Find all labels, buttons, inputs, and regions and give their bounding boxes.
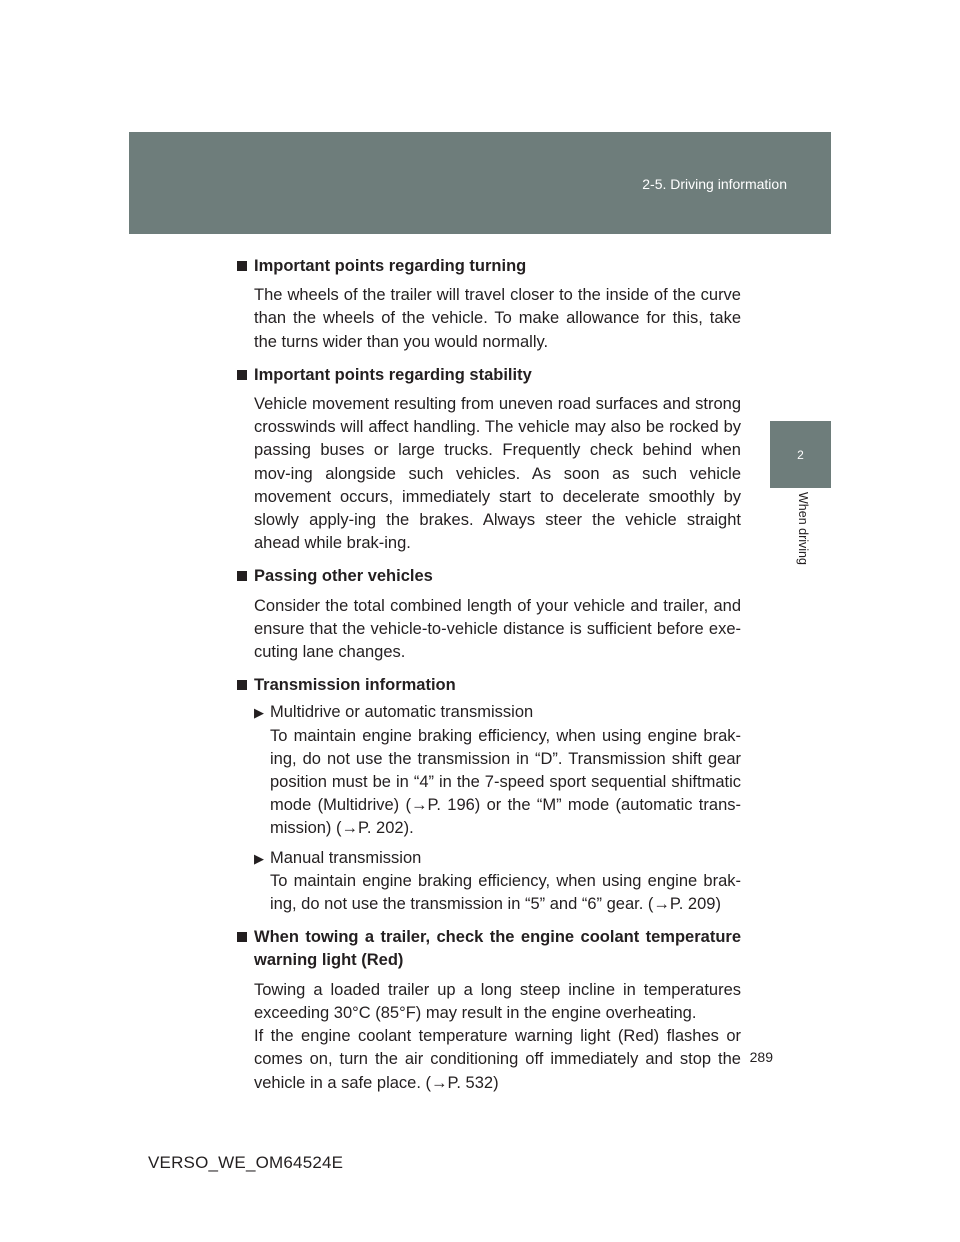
sub-item-text: To maintain engine braking efficiency, when using engine brak-ing, do not use the transmission in “D”. Transmission shift gear position must be in “4” in the 7-speed sport sequential shiftmatic mode (Multidrive) (→P. 196) or the “M” mode (automatic trans-mission) (→P. 202). [270, 726, 741, 838]
list-item [237, 674, 741, 916]
item-title: Important points regarding turning [254, 257, 527, 275]
list-item [237, 255, 741, 354]
chapter-label: When driving [796, 492, 810, 565]
square-bullet-icon [237, 261, 247, 271]
header-band [129, 132, 831, 234]
item-text: Consider the total combined length of your vehicle and trailer, and ensure that the vehicle-to-vehicle distance is sufficient before exe-cuting lane changes. [254, 596, 741, 662]
item-title: Transmission information [254, 676, 456, 695]
square-bullet-icon [237, 370, 247, 380]
square-bullet-icon [237, 932, 247, 942]
item-text: If the engine coolant temperature warning light (Red) flashes or comes on, turn the air conditioning off immediately and stop the vehicle in a safe place. (→P. 532) [254, 1027, 741, 1092]
sub-item-heading: Manual transmission [270, 848, 422, 867]
content [237, 255, 741, 1105]
item-title: Passing other vehicles [254, 567, 433, 586]
item-text: The wheels of the trailer will travel closer to the inside of the curve than the wheels of the vehicle. To make allowance for this, take the turns wider than you would normally. [254, 286, 741, 351]
sub-item-heading: Multidrive or automatic transmission [270, 703, 534, 722]
item-title: Important points regarding stability [254, 365, 532, 384]
page-number: 289 [749, 1049, 773, 1065]
item-text: Vehicle movement resulting from uneven road surfaces and strong crosswinds will affect handling. The vehicle may also be rocked by passing buses or large trucks. Frequently check behind when mov-ing alongside such vehicles. As soon as such vehicle movement occurs, immediately start to decelerate smoothly by slowly apply-ing the brakes. Always steer the vehicle straight ahead while brak-ing. [254, 395, 741, 553]
triangle-bullet-icon: ▶ [254, 705, 264, 721]
list-item [237, 926, 741, 1094]
chapter-tab [770, 421, 831, 488]
item-title: When towing a trailer, check the engine coolant temperature warning light (Red) [254, 928, 741, 970]
document-code: VERSO_WE_OM64524E [148, 1153, 344, 1172]
sub-item-text: To maintain engine braking efficiency, when using engine brak-ing, do not use the transmission in “5” and “6” gear. (→P. 209) [270, 871, 741, 914]
triangle-bullet-icon: ▶ [254, 850, 264, 866]
section-title: 2-5. Driving information [642, 176, 787, 192]
list-item [237, 565, 741, 664]
chapter-number: 2 [797, 447, 804, 462]
sub-item [254, 701, 741, 840]
square-bullet-icon [237, 571, 247, 581]
square-bullet-icon [237, 680, 247, 690]
item-text: Towing a loaded trailer up a long steep incline in temperatures exceeding 30°C (85°F) may result in the engine overheating. [254, 980, 741, 1022]
list-item [237, 364, 741, 556]
sub-item [254, 847, 741, 917]
